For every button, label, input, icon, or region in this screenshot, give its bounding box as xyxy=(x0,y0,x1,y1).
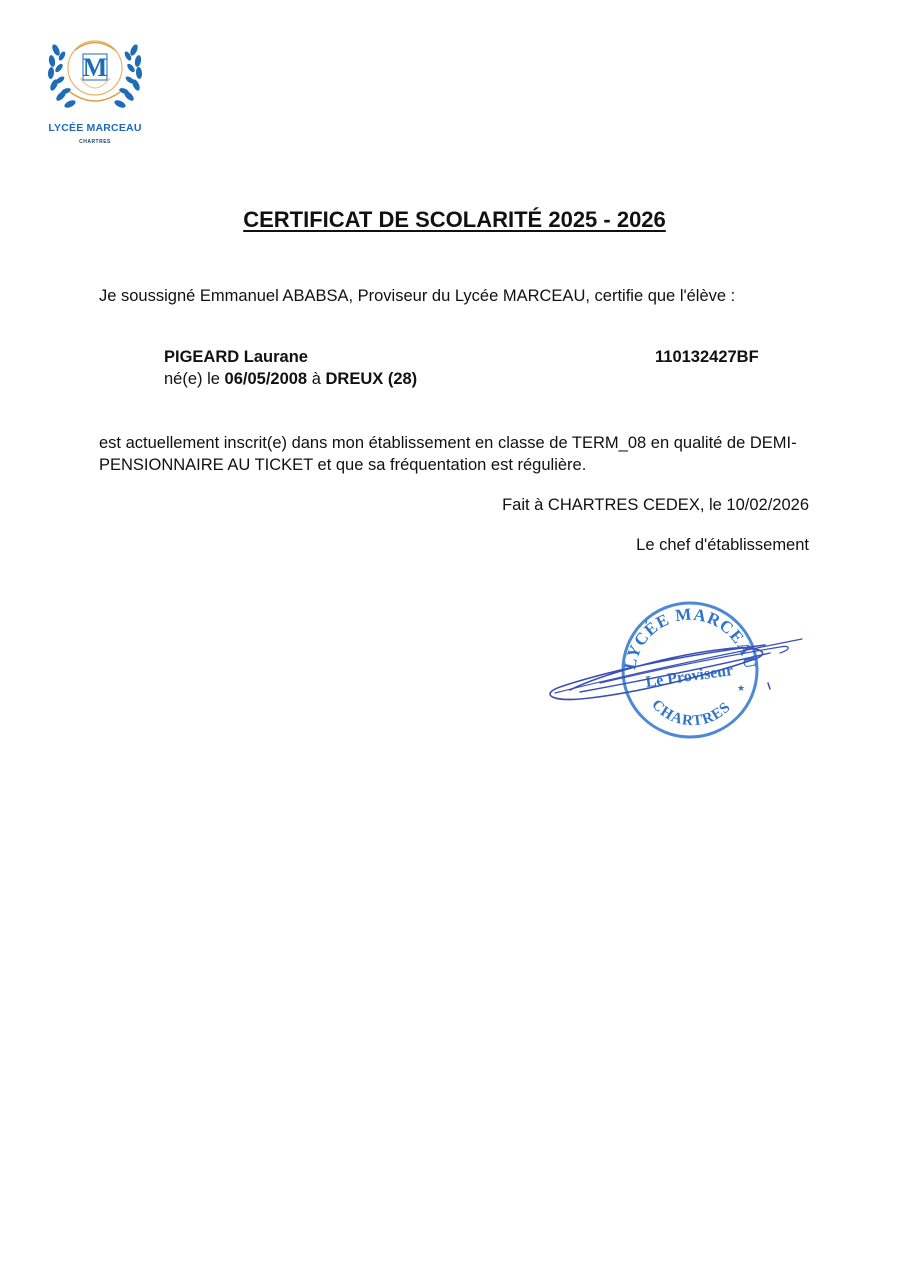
birth-line xyxy=(164,368,417,390)
birth-place: DREUX (28) xyxy=(325,370,418,388)
signer-title: Le chef d'établissement xyxy=(636,536,809,554)
stamp-top-text: LYCÉE MARCEAU xyxy=(620,604,760,672)
laurel-crest-icon xyxy=(40,30,150,122)
document-title: CERTIFICAT DE SCOLARITÉ 2025 - 2026 xyxy=(243,207,666,232)
student-name: PIGEARD Laurane xyxy=(164,348,308,366)
official-stamp xyxy=(540,595,820,745)
intro-paragraph: Je soussigné Emmanuel ABABSA, Proviseur du Lycée MARCEAU, certifie que l'élève : xyxy=(99,287,736,305)
enrollment-paragraph: est actuellement inscrit(e) dans mon établissement en classe de TERM_08 en qualité de DEMI-PENSIONNAIRE AU TICKET et que sa fréquentation est régulière. xyxy=(99,434,797,474)
svg-text:LYCÉE MARCEAU xyxy=(620,605,760,672)
logo-city: CHARTRES xyxy=(79,139,111,145)
stamp-center-text: Le Proviseur xyxy=(644,661,735,692)
student-id: 110132427BF xyxy=(655,348,759,366)
birth-date: 06/05/2008 xyxy=(224,370,308,388)
school-logo xyxy=(40,30,160,155)
star-icon: ★ xyxy=(737,683,746,693)
logo-letter: M xyxy=(82,53,108,82)
logo-school-name: LYCÉE MARCEAU xyxy=(48,122,142,134)
svg-text:CHARTRES xyxy=(648,697,734,730)
birth-middle: à xyxy=(307,370,326,388)
stamp-bottom-text: CHARTRES xyxy=(648,696,735,730)
place-date: Fait à CHARTRES CEDEX, le 10/02/2026 xyxy=(502,496,809,514)
birth-prefix: né(e) le xyxy=(164,370,225,388)
